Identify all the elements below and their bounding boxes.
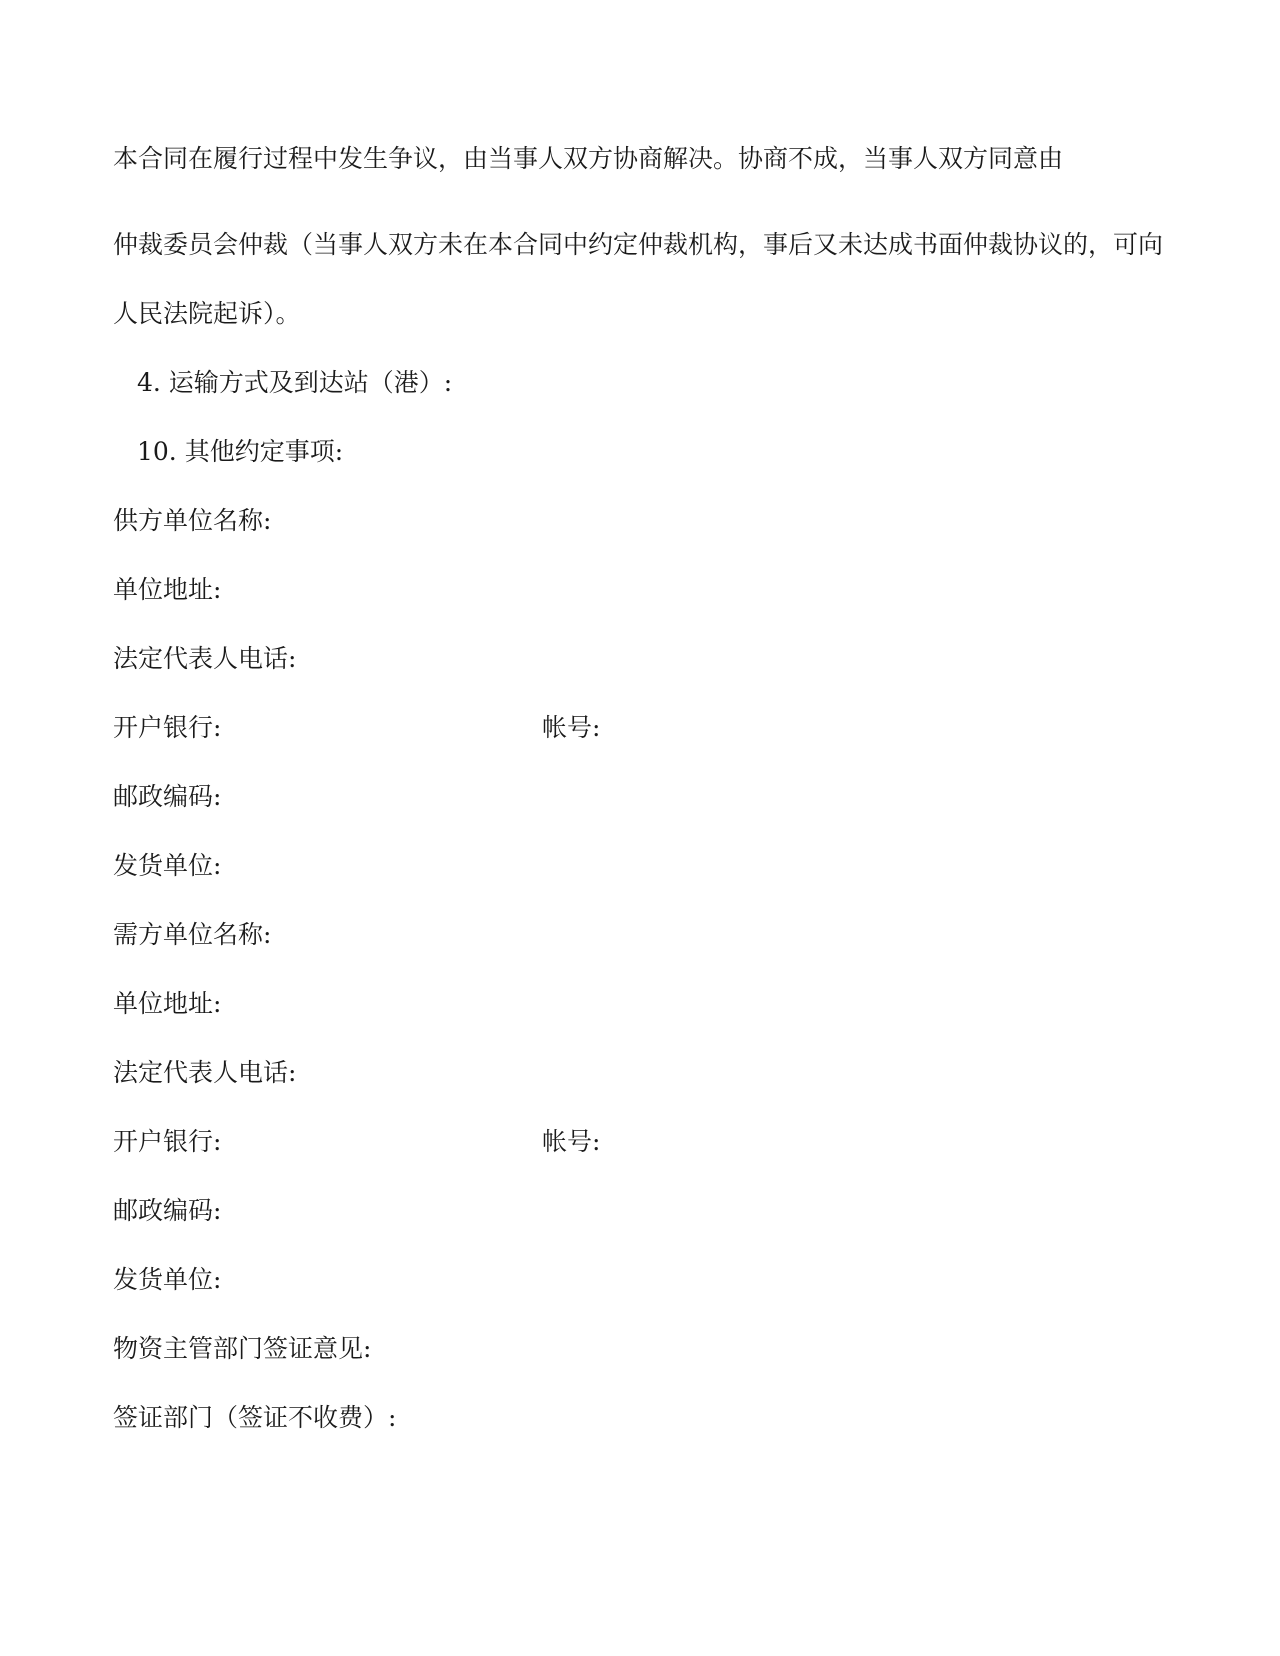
item-4-transport: 4. 运输方式及到达站（港）:: [137, 368, 453, 397]
certification-dept-label: 签证部门（签证不收费）:: [113, 1403, 397, 1432]
supplier-bank-label: 开户银行:: [113, 713, 222, 742]
paragraph-line-2: 仲裁委员会仲裁（当事人双方未在本合同中约定仲裁机构，事后又未达成书面仲裁协议的，可向: [113, 230, 1164, 259]
authority-opinion-label: 物资主管部门签证意见:: [113, 1334, 372, 1363]
supplier-address-label: 单位地址:: [113, 575, 222, 604]
buyer-bank-row: [113, 1124, 601, 1160]
supplier-postal-code-label: 邮政编码:: [113, 782, 222, 811]
buyer-postal-code-label: 邮政编码:: [113, 1196, 222, 1225]
buyer-account-label: 帐号:: [542, 1127, 601, 1156]
supplier-legal-rep-phone-label: 法定代表人电话:: [113, 644, 297, 673]
buyer-address-label: 单位地址:: [113, 989, 222, 1018]
buyer-bank-label: 开户银行:: [113, 1127, 222, 1156]
buyer-shipping-unit-label: 发货单位:: [113, 1265, 222, 1294]
paragraph-line-1: 本合同在履行过程中发生争议，由当事人双方协商解决。协商不成，当事人双方同意由: [113, 144, 1064, 173]
buyer-name-label: 需方单位名称:: [113, 920, 272, 949]
paragraph-line-3: 人民法院起诉）。: [113, 299, 301, 328]
item-10-other-terms: 10. 其他约定事项:: [137, 437, 344, 466]
buyer-legal-rep-phone-label: 法定代表人电话:: [113, 1058, 297, 1087]
supplier-name-label: 供方单位名称:: [113, 506, 272, 535]
supplier-account-label: 帐号:: [542, 713, 601, 742]
supplier-bank-row: [113, 710, 601, 746]
supplier-shipping-unit-label: 发货单位:: [113, 851, 222, 880]
